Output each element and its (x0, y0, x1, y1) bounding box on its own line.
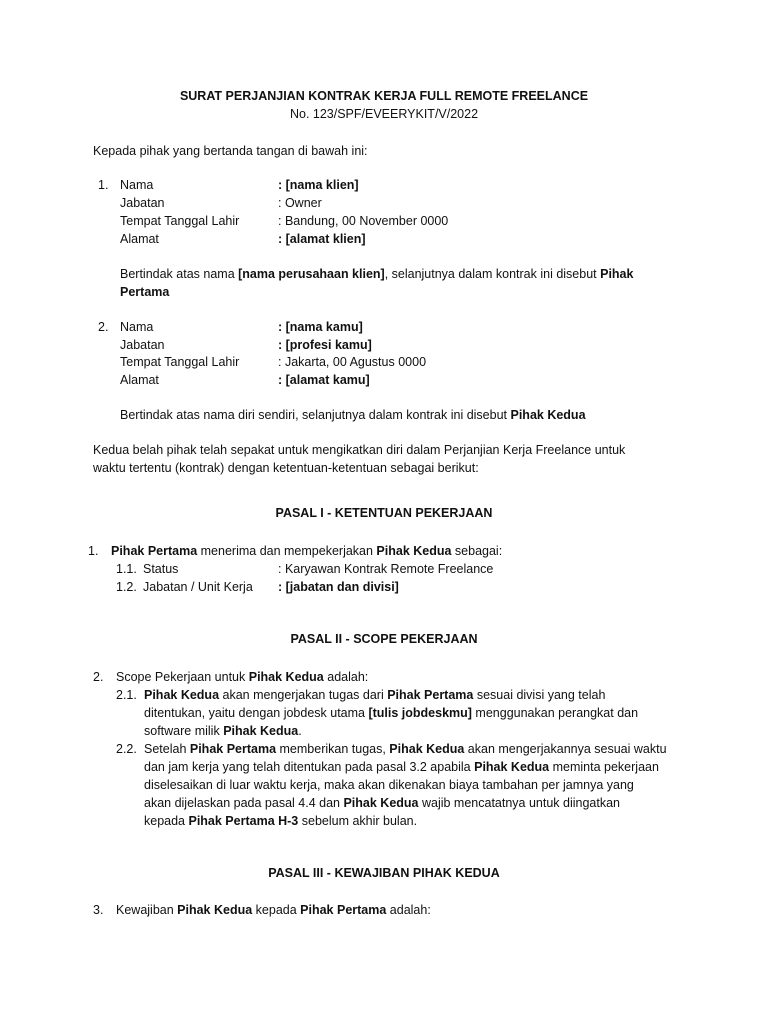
agreement-text: Kedua belah pihak telah sepakat untuk mengikatkan diri dalam Perjanjian Kerja Freelance untuk (93, 443, 626, 457)
sub-number: 1.2. (116, 580, 137, 594)
clause-text: ditentukan, yaitu dengan jobdesk utama [tulis jobdeskmu] menggunakan perangkat dan (144, 706, 639, 720)
field-label: Nama (120, 320, 154, 334)
clause-text: software milik Pihak Kedua. (144, 724, 302, 738)
field-label: Tempat Tanggal Lahir (120, 214, 240, 228)
clause-text: dan jam kerja yang telah ditentukan pada pasal 3.2 apabila Pihak Kedua meminta pekerjaan (144, 760, 659, 774)
field-value: : Jakarta, 00 Agustus 0000 (278, 355, 427, 369)
intro-text: Kepada pihak yang bertanda tangan di bawah ini: (93, 144, 368, 158)
field-value: : [nama kamu] (278, 320, 363, 334)
field-value: : [alamat klien] (278, 232, 366, 246)
clause-text: Scope Pekerjaan untuk Pihak Kedua adalah: (116, 670, 369, 684)
clause-text: diselesaikan di luar waktu kerja, maka akan dikenakan biaya tambahan per jamnya yang (144, 778, 634, 792)
field-value: : [alamat kamu] (278, 373, 370, 387)
clause-text: Pihak Kedua akan mengerjakan tugas dari Pihak Pertama sesuai divisi yang telah (144, 688, 606, 702)
document-title: SURAT PERJANJIAN KONTRAK KERJA FULL REMOTE FREELANCE (179, 89, 589, 103)
field-label: Alamat (120, 373, 159, 387)
sub-number: 2.2. (116, 742, 137, 756)
list-number: 2. (98, 320, 109, 334)
section-heading: PASAL III - KEWAJIBAN PIHAK KEDUA (268, 866, 500, 880)
list-number: 2. (93, 670, 104, 684)
sub-number: 2.1. (116, 688, 137, 702)
field-label: Jabatan (120, 196, 165, 210)
party-1-statement: Bertindak atas nama [nama perusahaan klien], selanjutnya dalam kontrak ini disebut Pihak (120, 267, 634, 281)
field-value: : [profesi kamu] (278, 338, 372, 352)
clause-text: akan dijelaskan pada pasal 4.4 dan Pihak Kedua wajib mencatatnya untuk diingatkan (144, 796, 621, 810)
list-number: 1. (88, 544, 99, 558)
field-value: : [jabatan dan divisi] (278, 580, 399, 594)
section-heading: PASAL II - SCOPE PEKERJAAN (290, 632, 478, 646)
field-value: : [nama klien] (278, 178, 359, 192)
sub-number: 1.1. (116, 562, 137, 576)
party-1-statement-cont: Pertama (120, 285, 170, 299)
field-label: Alamat (120, 232, 159, 246)
clause-text: Kewajiban Pihak Kedua kepada Pihak Pertama adalah: (116, 903, 431, 917)
list-number: 3. (93, 903, 104, 917)
field-label: Tempat Tanggal Lahir (120, 355, 240, 369)
field-value: : Karyawan Kontrak Remote Freelance (278, 562, 494, 576)
field-label: Jabatan / Unit Kerja (143, 580, 253, 594)
party-2-statement: Bertindak atas nama diri sendiri, selanjutnya dalam kontrak ini disebut Pihak Kedua (120, 408, 586, 422)
field-label: Nama (120, 178, 154, 192)
section-heading: PASAL I - KETENTUAN PEKERJAAN (275, 506, 493, 520)
document-number: No. 123/SPF/EVEERYKIT/V/2022 (289, 107, 479, 121)
field-label: Jabatan (120, 338, 165, 352)
clause-text: Pihak Pertama menerima dan mempekerjakan Pihak Kedua sebagai: (111, 544, 503, 558)
field-label: Status (143, 562, 179, 576)
field-value: : Owner (278, 196, 322, 210)
agreement-text: waktu tertentu (kontrak) dengan ketentuan-ketentuan sebagai berikut: (93, 461, 479, 475)
clause-text: Setelah Pihak Pertama memberikan tugas, Pihak Kedua akan mengerjakannya sesuai waktu (144, 742, 667, 756)
clause-text: kepada Pihak Pertama H-3 sebelum akhir bulan. (144, 814, 418, 828)
list-number: 1. (98, 178, 109, 192)
field-value: : Bandung, 00 November 0000 (278, 214, 449, 228)
